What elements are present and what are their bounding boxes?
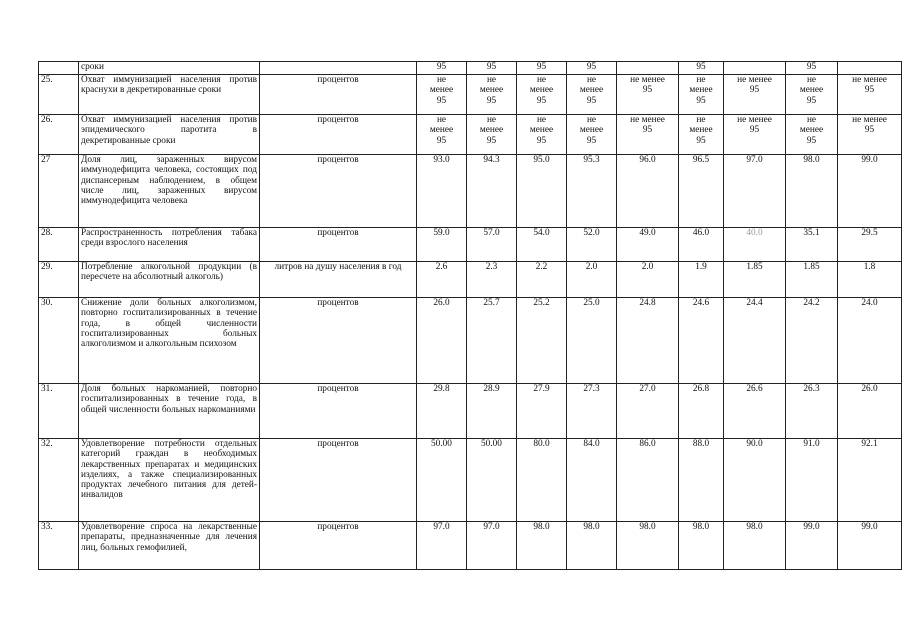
- value-cell: не менее 95: [567, 75, 617, 115]
- indicator-name: сроки: [79, 62, 260, 75]
- table-row: [39, 439, 902, 522]
- row-number: 27: [39, 155, 79, 228]
- value-cell: 90.0: [724, 439, 786, 522]
- value-cell: 27.9: [517, 384, 567, 439]
- value-cell: [838, 62, 902, 75]
- value-cell: не менее 95: [517, 75, 567, 115]
- value-cell: 95.3: [567, 155, 617, 228]
- value-cell: 98.0: [724, 522, 786, 570]
- value-cell: не менее 95: [786, 75, 838, 115]
- indicator-name: Удовлетворение потребности отдельных категорий граждан в необходимых лекарственных препаратах и медицинских изделиях, а также специализированных продуктах лечебного питания для детей-инвалидов: [79, 439, 260, 522]
- table-row: [39, 262, 902, 298]
- value-cell: не менее 95: [679, 75, 724, 115]
- value-cell: 26.6: [724, 384, 786, 439]
- value-cell: 2.0: [617, 262, 679, 298]
- value-cell: 95: [679, 62, 724, 75]
- value-cell: 91.0: [786, 439, 838, 522]
- value-cell: не менее 95: [724, 75, 786, 115]
- value-cell: 1.85: [786, 262, 838, 298]
- value-cell: 26.0: [838, 384, 902, 439]
- table-row: [39, 228, 902, 262]
- value-cell: 2.3: [467, 262, 517, 298]
- table-row: [39, 298, 902, 384]
- value-cell: 2.0: [567, 262, 617, 298]
- value-cell: не менее 95: [786, 115, 838, 155]
- value-cell: не менее 95: [724, 115, 786, 155]
- value-cell: 57.0: [467, 228, 517, 262]
- unit-cell: процентов: [260, 115, 417, 155]
- value-cell: 28.9: [467, 384, 517, 439]
- value-cell: 88.0: [679, 439, 724, 522]
- row-number: 31.: [39, 384, 79, 439]
- table-row: [39, 75, 902, 115]
- value-cell: не менее 95: [679, 115, 724, 155]
- indicators-table: [38, 61, 902, 570]
- value-cell: 49.0: [617, 228, 679, 262]
- table-row: [39, 522, 902, 570]
- table-row: [39, 115, 902, 155]
- value-cell: 25.2: [517, 298, 567, 384]
- value-cell: 50.00: [467, 439, 517, 522]
- value-cell: 99.0: [838, 155, 902, 228]
- value-cell: 98.0: [679, 522, 724, 570]
- indicator-name: Доля лиц, зараженных вирусом иммунодефицита человека, состоящих под диспансерным наблюдением, в общем числе лиц, зараженных вирусом иммунодефицита человека: [79, 155, 260, 228]
- unit-cell: процентов: [260, 298, 417, 384]
- value-cell: 24.4: [724, 298, 786, 384]
- value-cell: не менее 95: [617, 75, 679, 115]
- value-cell: 98.0: [517, 522, 567, 570]
- indicator-name: Доля больных наркоманией, повторно госпитализированных в течение года, в общей численности больных наркоманиями: [79, 384, 260, 439]
- indicator-name: Удовлетворение спроса на лекарственные препараты, предназначенные для лечения лиц, больных гемофилией,: [79, 522, 260, 570]
- unit-cell: процентов: [260, 439, 417, 522]
- value-cell: 92.1: [838, 439, 902, 522]
- indicator-name: Распространенность потребления табака среди взрослого населения: [79, 228, 260, 262]
- value-cell: 24.2: [786, 298, 838, 384]
- unit-cell: процентов: [260, 522, 417, 570]
- value-cell: не менее 95: [567, 115, 617, 155]
- table-row: [39, 62, 902, 75]
- row-number: 32.: [39, 439, 79, 522]
- table-body: [39, 62, 902, 570]
- table-row: [39, 384, 902, 439]
- value-cell: 99.0: [838, 522, 902, 570]
- row-number: 28.: [39, 228, 79, 262]
- value-cell: 97.0: [417, 522, 467, 570]
- value-cell: 54.0: [517, 228, 567, 262]
- row-number: 33.: [39, 522, 79, 570]
- value-cell: 1.85: [724, 262, 786, 298]
- table-row: [39, 155, 902, 228]
- value-cell: 86.0: [617, 439, 679, 522]
- value-cell: 97.0: [467, 522, 517, 570]
- unit-cell: процентов: [260, 75, 417, 115]
- row-number: 25.: [39, 75, 79, 115]
- value-cell: 98.0: [617, 522, 679, 570]
- value-cell: 29.8: [417, 384, 467, 439]
- value-cell: 80.0: [517, 439, 567, 522]
- indicator-name: Охват иммунизацией населения против краснухи в декретированные сроки: [79, 75, 260, 115]
- row-number: 26.: [39, 115, 79, 155]
- value-cell: не менее 95: [467, 115, 517, 155]
- value-cell: 50.00: [417, 439, 467, 522]
- value-cell: 24.0: [838, 298, 902, 384]
- value-cell: 35.1: [786, 228, 838, 262]
- value-cell: 26.8: [679, 384, 724, 439]
- value-cell: 24.6: [679, 298, 724, 384]
- value-cell: 2.6: [417, 262, 467, 298]
- row-number: 29.: [39, 262, 79, 298]
- value-cell: 96.5: [679, 155, 724, 228]
- value-cell: 95: [467, 62, 517, 75]
- indicator-name: Потребление алкогольной продукции (в пересчете на абсолютный алкоголь): [79, 262, 260, 298]
- value-cell: 52.0: [567, 228, 617, 262]
- value-cell: 25.7: [467, 298, 517, 384]
- value-cell: 25.0: [567, 298, 617, 384]
- value-cell: 2.2: [517, 262, 567, 298]
- indicator-name: Охват иммунизацией населения против эпидемического паротита в декретированные сроки: [79, 115, 260, 155]
- value-cell: 40.0: [724, 228, 786, 262]
- value-cell: 96.0: [617, 155, 679, 228]
- value-cell: 95: [417, 62, 467, 75]
- value-cell: 1.8: [838, 262, 902, 298]
- value-cell: 27.0: [617, 384, 679, 439]
- value-cell: не менее 95: [467, 75, 517, 115]
- indicator-name: Снижение доли больных алкоголизмом, повторно госпитализированных в течение года, в общей численности госпитализированных больных алкоголизмом и алкогольным психозом: [79, 298, 260, 384]
- row-number: 30.: [39, 298, 79, 384]
- value-cell: 24.8: [617, 298, 679, 384]
- unit-cell: процентов: [260, 155, 417, 228]
- value-cell: не менее 95: [417, 115, 467, 155]
- unit-cell: литров на душу населения в год: [260, 262, 417, 298]
- value-cell: 94.3: [467, 155, 517, 228]
- value-cell: не менее 95: [838, 115, 902, 155]
- value-cell: 95: [786, 62, 838, 75]
- value-cell: 95: [517, 62, 567, 75]
- value-cell: 27.3: [567, 384, 617, 439]
- value-cell: не менее 95: [517, 115, 567, 155]
- unit-cell: процентов: [260, 384, 417, 439]
- value-cell: не менее 95: [417, 75, 467, 115]
- value-cell: 98.0: [786, 155, 838, 228]
- row-number: [39, 62, 79, 75]
- value-cell: 46.0: [679, 228, 724, 262]
- value-cell: 59.0: [417, 228, 467, 262]
- value-cell: [724, 62, 786, 75]
- value-cell: 26.0: [417, 298, 467, 384]
- value-cell: [617, 62, 679, 75]
- value-cell: 95.0: [517, 155, 567, 228]
- value-cell: не менее 95: [838, 75, 902, 115]
- value-cell: не менее 95: [617, 115, 679, 155]
- value-cell: 97.0: [724, 155, 786, 228]
- value-cell: 93.0: [417, 155, 467, 228]
- value-cell: 29.5: [838, 228, 902, 262]
- value-cell: 1.9: [679, 262, 724, 298]
- value-cell: 98.0: [567, 522, 617, 570]
- unit-cell: [260, 62, 417, 75]
- value-cell: 95: [567, 62, 617, 75]
- value-cell: 84.0: [567, 439, 617, 522]
- value-cell: 99.0: [786, 522, 838, 570]
- unit-cell: процентов: [260, 228, 417, 262]
- value-cell: 26.3: [786, 384, 838, 439]
